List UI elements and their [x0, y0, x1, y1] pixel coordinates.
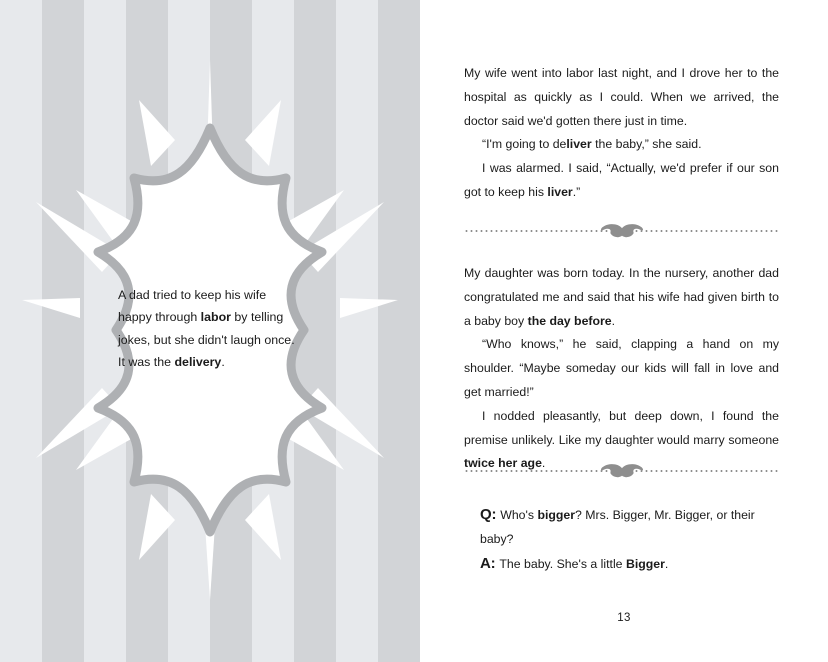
twice-her-age-joke-p1-run-0: “Who knows,” he said, clapping a hand on my shoulder. “Maybe someday our kids will fall in love and get married!”: [464, 337, 779, 399]
mustache-icon: [600, 459, 644, 483]
twice-her-age-joke-p0-run-0: My daughter was born today. In the nursery, another dad congratulated me and said that his wife had given birth to a baby boy: [464, 266, 779, 328]
twice-her-age-joke-p2-run-1: twice her age: [464, 456, 542, 471]
twice-her-age-joke-p2-run-0: I nodded pleasantly, but deep down, I found the premise unlikely. Like my daughter would marry someone: [464, 408, 779, 447]
qa-question-label: Q:: [480, 506, 501, 523]
joke-block-liver: [464, 62, 779, 205]
qa-question: [480, 503, 780, 552]
qa-answer: [480, 552, 780, 577]
twice-her-age-joke-paragraph-0: [464, 262, 779, 333]
section-divider: [464, 459, 780, 483]
section-divider: [464, 219, 780, 243]
twice-her-age-joke-p2-run-2: .: [541, 456, 546, 471]
burst-joke-line1-pre: A dad tried to keep his wife happy through: [118, 288, 267, 325]
liver-joke-p1-run-1: liver: [566, 137, 592, 152]
liver-joke-paragraph-1: [464, 133, 779, 157]
liver-joke-paragraph-0: [464, 62, 779, 133]
twice-her-age-joke-p0-run-2: .: [611, 313, 616, 328]
qa-answer-run-2: .: [664, 556, 669, 571]
qa-question-run-2: ? Mrs. Bigger, Mr. Bigger, or their baby?: [480, 508, 755, 546]
twice-her-age-joke-p0-run-1: the day before: [527, 313, 612, 328]
liver-joke-p1-run-0: “I'm going to de: [482, 137, 567, 152]
page-number: 13: [617, 612, 631, 624]
twice-her-age-joke-paragraph-1: [464, 333, 779, 404]
qa-block: [480, 503, 780, 576]
burst-joke-line1-post: by telling jokes, but she didn't laugh once. It was the: [118, 310, 295, 370]
liver-joke-paragraph-2: [464, 157, 779, 205]
mustache-icon: [600, 219, 644, 243]
liver-joke-p0-run-0: My wife went into labor last night, and I drove her to the hospital as quickly as I could. When we arrived, the doctor said we'd gotten there just in time.: [464, 66, 779, 128]
burst-joke-line2-post: .: [221, 355, 225, 370]
liver-joke-p2-run-0: I was alarmed. I said, “Actually, we'd prefer if our son got to keep his: [464, 161, 779, 199]
burst-joke-text: [118, 284, 298, 374]
qa-question-run-1: bigger: [537, 508, 576, 522]
burst-joke-bold-delivery: delivery: [174, 355, 222, 370]
qa-answer-run-1: Bigger: [625, 556, 665, 571]
qa-question-run-0: Who's: [500, 508, 538, 522]
liver-joke-p2-run-1: liver: [547, 184, 573, 199]
qa-answer-label: A:: [480, 554, 500, 572]
liver-joke-p2-run-2: .”: [572, 184, 581, 199]
right-page: [420, 0, 828, 662]
liver-joke-p1-run-2: the baby,” she said.: [591, 137, 702, 152]
joke-block-twice-her-age: [464, 262, 779, 476]
burst-joke-bold-labor: labor: [200, 310, 231, 325]
qa-answer-run-0: The baby. She's a little: [499, 556, 626, 571]
